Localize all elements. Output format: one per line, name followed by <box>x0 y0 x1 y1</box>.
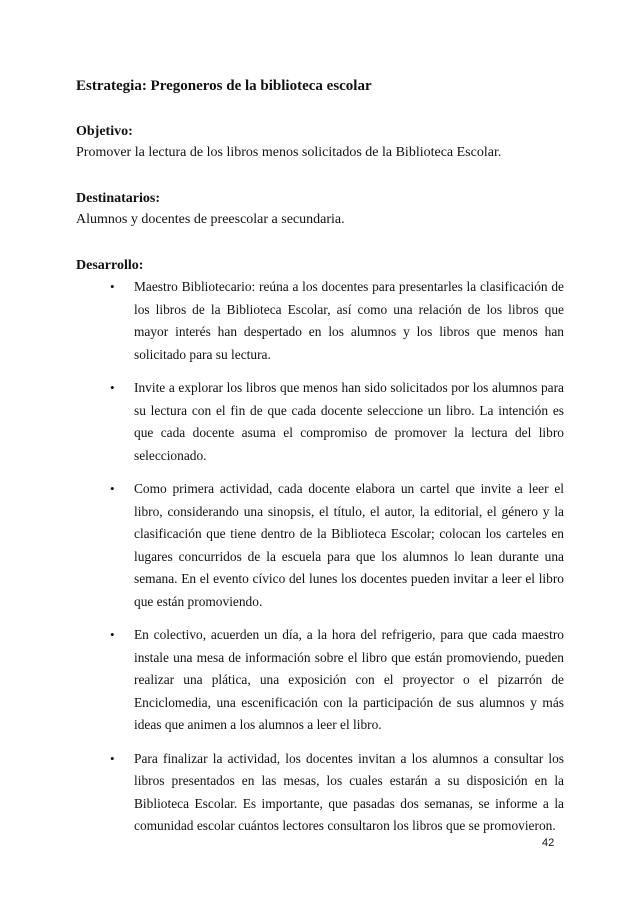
desarrollo-heading: Desarrollo: <box>76 258 144 273</box>
destinatarios-heading: Destinatarios: <box>76 191 160 206</box>
list-item-text: Para finalizar la actividad, los docentes invitan a los alumnos a consultar los libros presentados en las mesas, los cuales estarán a su disposición en la Biblioteca Escolar. Es importante, que pasadas dos semanas, se informe a la comunidad escolar cuántos lectores consultaron los libros que se promovieron. <box>134 750 564 834</box>
list-item-text: Invite a explorar los libros que menos han sido solicitados por los alumnos para su lectura con el fin de que cada docente seleccione un libro. La intención es que cada docente asuma el compromiso de promover la lectura del libro seleccionado. <box>134 379 564 463</box>
list-item <box>110 377 564 467</box>
strategy-title: Estrategia: Pregoneros de la biblioteca escolar <box>76 78 372 94</box>
list-item <box>110 478 564 614</box>
page-number: 42 <box>542 837 555 849</box>
bullet-icon: • <box>110 750 115 766</box>
list-item-text: En colectivo, acuerden un día, a la hora del refrigerio, para que cada maestro instale una mesa de información sobre el libro que están promoviendo, pueden realizar una plática, una exposición con el proyector o el pizarrón de Enciclomedia, una escenificación con la participación de sus alumnos y más ideas que animen a los alumnos a leer el libro. <box>134 627 564 733</box>
list-item <box>110 276 564 366</box>
list-item-text: Como primera actividad, cada docente elabora un cartel que invite a leer el libro, considerando una sinopsis, el título, el autor, la editorial, el género y la clasificación que tiene dentro de la Biblioteca Escolar; colocan los carteles en lugares concurridos de la escuela para que los alumnos lo lean durante una semana. En el evento cívico del lunes los docentes pueden invitar a leer el libro que están promoviendo. <box>134 480 564 609</box>
bullet-icon: • <box>110 480 115 496</box>
list-item <box>110 624 564 737</box>
list-item-text: Maestro Bibliotecario: reúna a los docentes para presentarles la clasificación de los libros de la Biblioteca Escolar, así como una relación de los libros que mayor interés han despertado en los alumnos y los libros que menos han solicitado para su lectura. <box>134 279 564 362</box>
bullet-icon: • <box>110 379 115 395</box>
objetivo-heading: Objetivo: <box>76 124 133 139</box>
objetivo-text: Promover la lectura de los libros menos solicitados de la Biblioteca Escolar. <box>76 145 502 160</box>
bullet-icon: • <box>110 627 115 643</box>
bullet-icon: • <box>110 279 115 294</box>
destinatarios-text: Alumnos y docentes de preescolar a secundaria. <box>76 212 345 227</box>
desarrollo-list <box>110 276 564 849</box>
list-item <box>110 748 564 838</box>
